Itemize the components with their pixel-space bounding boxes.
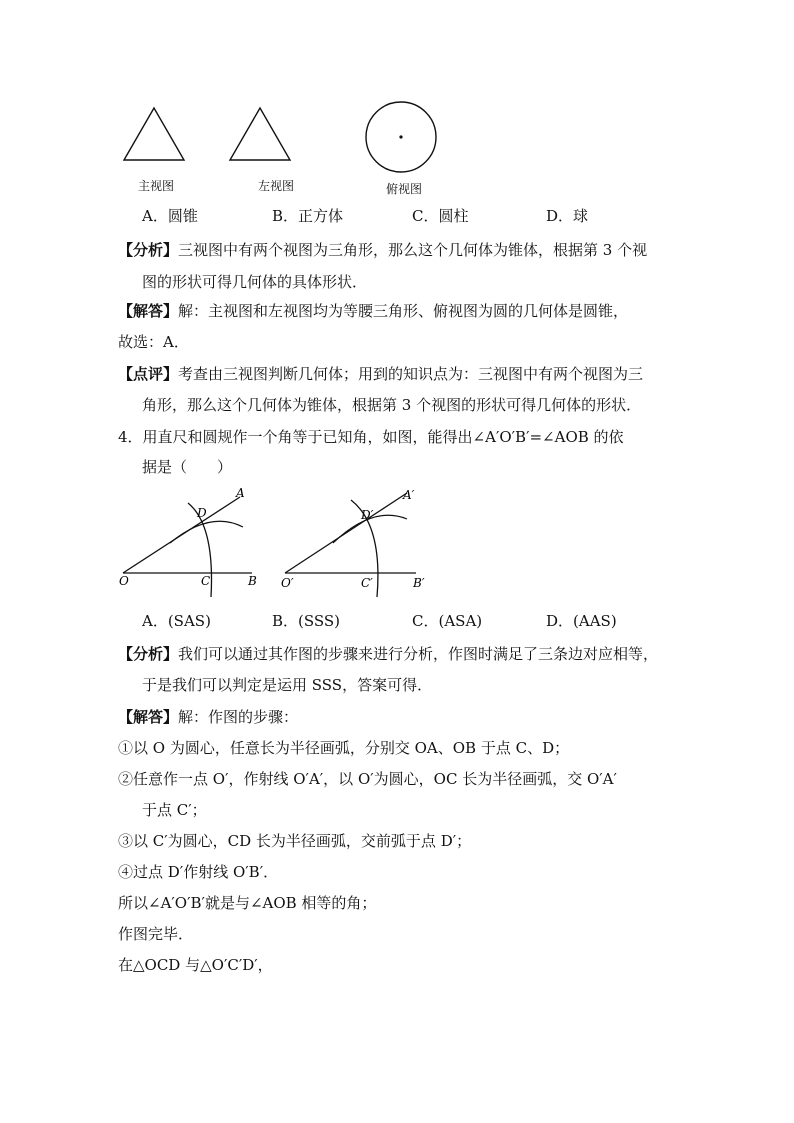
label-o-prime: O′ bbox=[281, 576, 294, 590]
q4-option-c: C．(ASA) bbox=[412, 612, 483, 630]
top-view-center-dot bbox=[399, 135, 402, 138]
q4-step1: ①以 O 为圆心，任意长为半径画弧，分别交 OA、OB 于点 C、D； bbox=[118, 739, 570, 757]
q3-comment-line2: 角形，那么这个几何体为锥体，根据第 3 个视图的形状可得几何体的形状． bbox=[142, 396, 642, 414]
q3-analysis-line2: 图的形状可得几何体的具体形状． bbox=[142, 273, 368, 291]
q4-conclusion3: 在△OCD 与△O′C′D′， bbox=[118, 956, 273, 974]
label-c-prime: C′ bbox=[361, 576, 373, 590]
top-view-label: 俯视图 bbox=[386, 182, 423, 196]
front-view-label: 主视图 bbox=[138, 179, 175, 193]
label-o: O bbox=[119, 574, 129, 588]
q3-analysis-tag: 【分析】 bbox=[118, 241, 179, 259]
q4-step2-line1: ②任意作一点 O′，作射线 O′A′，以 O′为圆心，OC 长为半径画弧，交 O′A′ bbox=[118, 770, 617, 788]
left-view-label: 左视图 bbox=[258, 179, 295, 193]
q4-option-d: D．(AAS) bbox=[546, 612, 617, 630]
angle-figure-copy bbox=[281, 488, 425, 597]
q4-conclusion2: 作图完毕． bbox=[118, 925, 194, 943]
q3-analysis-line1: 【分析】三视图中有两个视图为三角形，那么这个几何体为锥体，根据第 3 个视 bbox=[118, 241, 648, 259]
label-d: D bbox=[197, 506, 207, 520]
q3-answer-line2: 故选：A． bbox=[118, 333, 189, 351]
q3-comment-line1: 【点评】考查由三视图判断几何体；用到的知识点为：三视图中有两个视图为三 bbox=[118, 365, 644, 383]
label-b: B bbox=[248, 574, 257, 588]
q4-figures bbox=[115, 485, 435, 605]
q4-step3: ③以 C′为圆心，CD 长为半径画弧，交前弧于点 D′； bbox=[118, 832, 472, 850]
q4-answer-tag: 【解答】 bbox=[118, 708, 179, 726]
label-d-prime: D′ bbox=[361, 508, 374, 522]
arc-d bbox=[170, 521, 243, 543]
label-a-prime: A′ bbox=[403, 488, 415, 502]
q3-answer-line1: 【解答】解：主视图和左视图均为等腰三角形、俯视图为圆的几何体是圆锥， bbox=[118, 302, 629, 320]
label-c: C bbox=[201, 574, 211, 588]
q4-stem-line1: 4．用直尺和圆规作一个角等于已知角，如图，能得出∠A′O′B′=∠AOB 的依 bbox=[118, 428, 624, 446]
q4-stem-line2: 据是（ ） bbox=[142, 458, 233, 476]
q4-conclusion1: 所以∠A′O′B′就是与∠AOB 相等的角； bbox=[118, 894, 377, 912]
q4-option-a: A．(SAS) bbox=[142, 612, 211, 630]
q3-option-c: C．圆柱 bbox=[412, 207, 469, 225]
q4-answer-line1: 【解答】解：作图的步骤： bbox=[118, 708, 299, 726]
q3-option-a: A．圆锥 bbox=[142, 207, 198, 225]
front-view-triangle bbox=[124, 108, 184, 160]
q4-option-b: B．(SSS) bbox=[272, 612, 341, 630]
q4-step4: ④过点 D′作射线 O′B′． bbox=[118, 863, 279, 881]
q4-analysis-line1: 【分析】我们可以通过其作图的步骤来进行分析，作图时满足了三条边对应相等， bbox=[118, 645, 659, 663]
q3-option-d: D．球 bbox=[546, 207, 589, 225]
q4-analysis-line2: 于是我们可以判定是运用 SSS，答案可得． bbox=[142, 676, 433, 694]
q3-answer-tag: 【解答】 bbox=[118, 302, 179, 320]
label-a: A bbox=[236, 486, 245, 500]
ray-o2a2 bbox=[285, 493, 407, 573]
angle-figure-original bbox=[119, 486, 257, 597]
q4-analysis-tag: 【分析】 bbox=[118, 645, 179, 663]
q3-comment-tag: 【点评】 bbox=[118, 365, 179, 383]
label-b-prime: B′ bbox=[413, 576, 425, 590]
q4-step2-line2: 于点 C′； bbox=[142, 801, 207, 819]
left-view-triangle bbox=[230, 108, 290, 160]
q3-option-b: B．正方体 bbox=[272, 207, 344, 225]
